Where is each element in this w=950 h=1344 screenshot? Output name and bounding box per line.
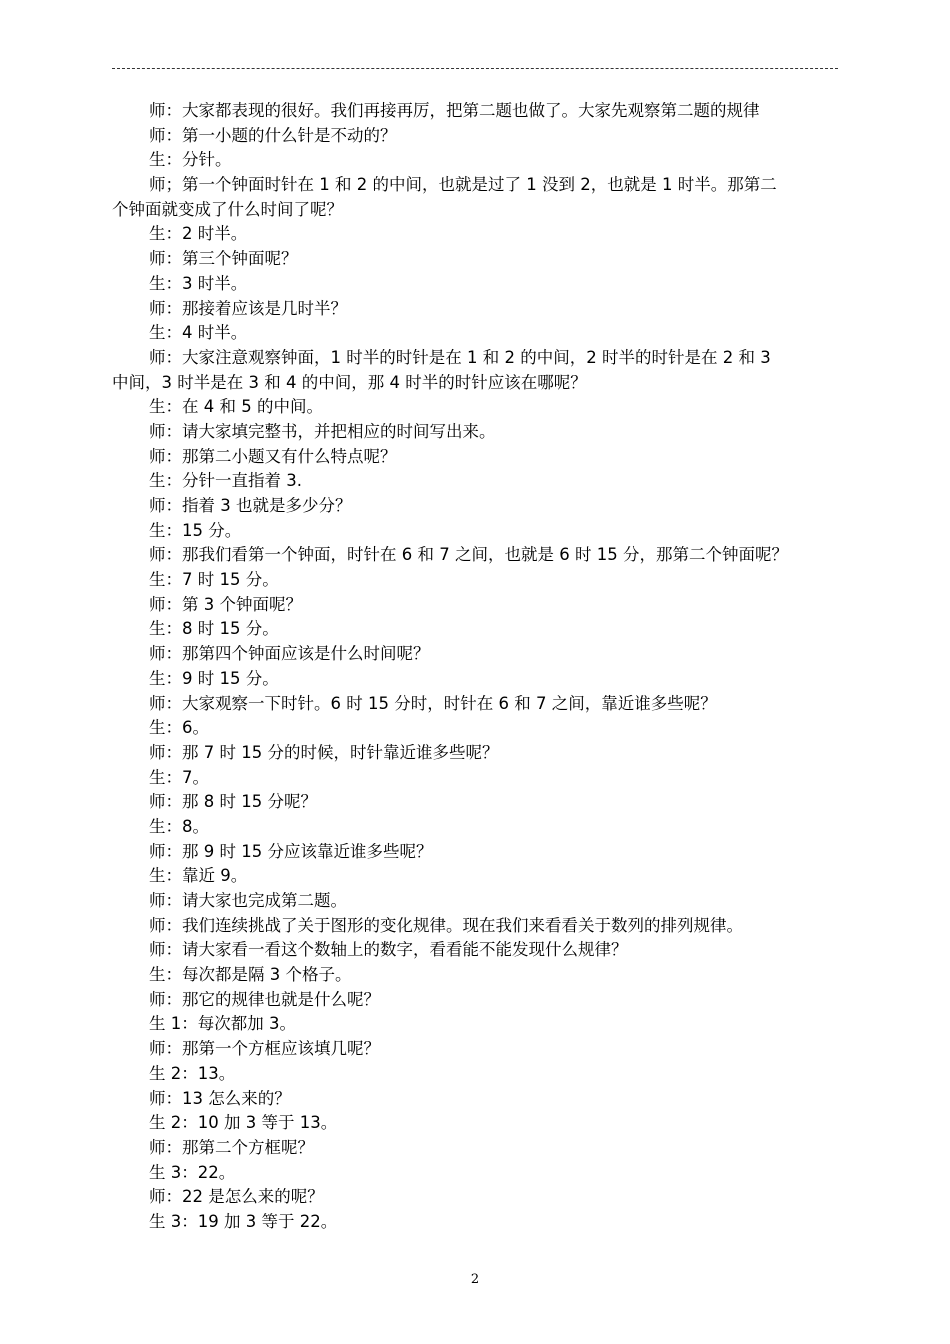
dialogue-line: 中间，3 时半是在 3 和 4 的中间，那 4 时半的时针应该在哪呢？	[112, 372, 587, 392]
dialogue-line: 个钟面就变成了什么时间了呢？	[112, 199, 343, 219]
dialogue-line: 师：那 7 时 15 分的时候，时针靠近谁多些呢？	[149, 742, 499, 762]
dialogue-line: 师：13 怎么来的？	[149, 1088, 291, 1108]
header-rule	[112, 68, 838, 69]
dialogue-line: 生 1：每次都加 3。	[149, 1014, 296, 1034]
dialogue-line: 生：每次都是隔 3 个格子。	[149, 965, 352, 985]
dialogue-line: 生 2：13。	[149, 1063, 236, 1083]
dialogue-line: 师：那第一个方框应该填几呢？	[149, 1039, 380, 1059]
dialogue-line: 生：3 时半。	[149, 273, 248, 293]
dialogue-line: 师：那接着应该是几时半？	[149, 298, 347, 318]
dialogue-line: 生：9 时 15 分。	[149, 668, 279, 688]
dialogue-line: 生 3：19 加 3 等于 22。	[149, 1211, 338, 1231]
dialogue-line: 生：6。	[149, 718, 209, 738]
dialogue-line: 师：那第四个钟面应该是什么时间呢？	[149, 644, 430, 664]
dialogue-line: 生：15 分。	[149, 520, 242, 540]
dialogue-line: 生：在 4 和 5 的中间。	[149, 397, 323, 417]
dialogue-line: 师：那第二小题又有什么特点呢？	[149, 446, 397, 466]
dialogue-line: 师：我们连续挑战了关于图形的变化规律。现在我们来看看关于数列的排列规律。	[149, 915, 743, 935]
page-number: 2	[470, 1272, 480, 1287]
dialogue-line: 师：那 9 时 15 分应该靠近谁多些呢？	[149, 841, 433, 861]
dialogue-line: 师：那它的规律也就是什么呢？	[149, 989, 380, 1009]
dialogue-line: 师：请大家看一看这个数轴上的数字，看看能不能发现什么规律？	[149, 940, 628, 960]
dialogue-line: 师：请大家也完成第二题。	[149, 891, 347, 910]
dialogue-line: 生：分针。	[149, 150, 232, 170]
dialogue-line: 师：请大家填完整书，并把相应的时间写出来。	[149, 421, 496, 441]
dialogue-line: 师：那我们看第一个钟面，时针在 6 和 7 之间，也就是 6 时 15 分，那第二个钟面呢？	[149, 545, 788, 565]
dialogue-line: 师：第一小题的什么针是不动的？	[149, 125, 397, 145]
dialogue-line: 生：分针一直指着 3.	[149, 471, 302, 491]
dialogue-line: 师：大家观察一下时针。6 时 15 分时，时针在 6 和 7 之间，靠近谁多些呢？	[149, 693, 717, 713]
dialogue-line: 师：大家注意观察钟面，1 时半的时针是在 1 和 2 的中间，2 时半的时针是在 2 和 3	[149, 347, 771, 367]
dialogue-line: 师：22 是怎么来的呢？	[149, 1187, 324, 1207]
dialogue-line: 生：4 时半。	[149, 323, 248, 343]
dialogue-line: 生：8 时 15 分。	[149, 619, 279, 639]
dialogue-line: 生：2 时半。	[149, 224, 248, 244]
dialogue-line: 生 3：22。	[149, 1162, 236, 1182]
dialogue-line: 师：那 8 时 15 分呢？	[149, 792, 317, 812]
dialogue-line: 生：靠近 9。	[149, 866, 248, 886]
dialogue-line: 师：指着 3 也就是多少分？	[149, 496, 352, 515]
dialogue-line: 生：8。	[149, 816, 209, 836]
document-body	[112, 99, 838, 1235]
dialogue-line: 生：7 时 15 分。	[149, 570, 279, 590]
dialogue-line: 师：大家都表现的很好。我们再接再厉，把第二题也做了。大家先观察第二题的规律	[149, 101, 760, 120]
dialogue-line: 师：那第二个方框呢？	[149, 1137, 314, 1157]
dialogue-line: 师：第 3 个钟面呢？	[149, 594, 302, 614]
dialogue-line: 师：第三个钟面呢？	[149, 249, 298, 269]
dialogue-line: 师；第一个钟面时针在 1 和 2 的中间，也就是过了 1 没到 2，也就是 1 时半。那第二	[149, 175, 777, 195]
dialogue-line: 生 2：10 加 3 等于 13。	[149, 1113, 338, 1133]
dialogue-line: 生：7。	[149, 767, 209, 787]
